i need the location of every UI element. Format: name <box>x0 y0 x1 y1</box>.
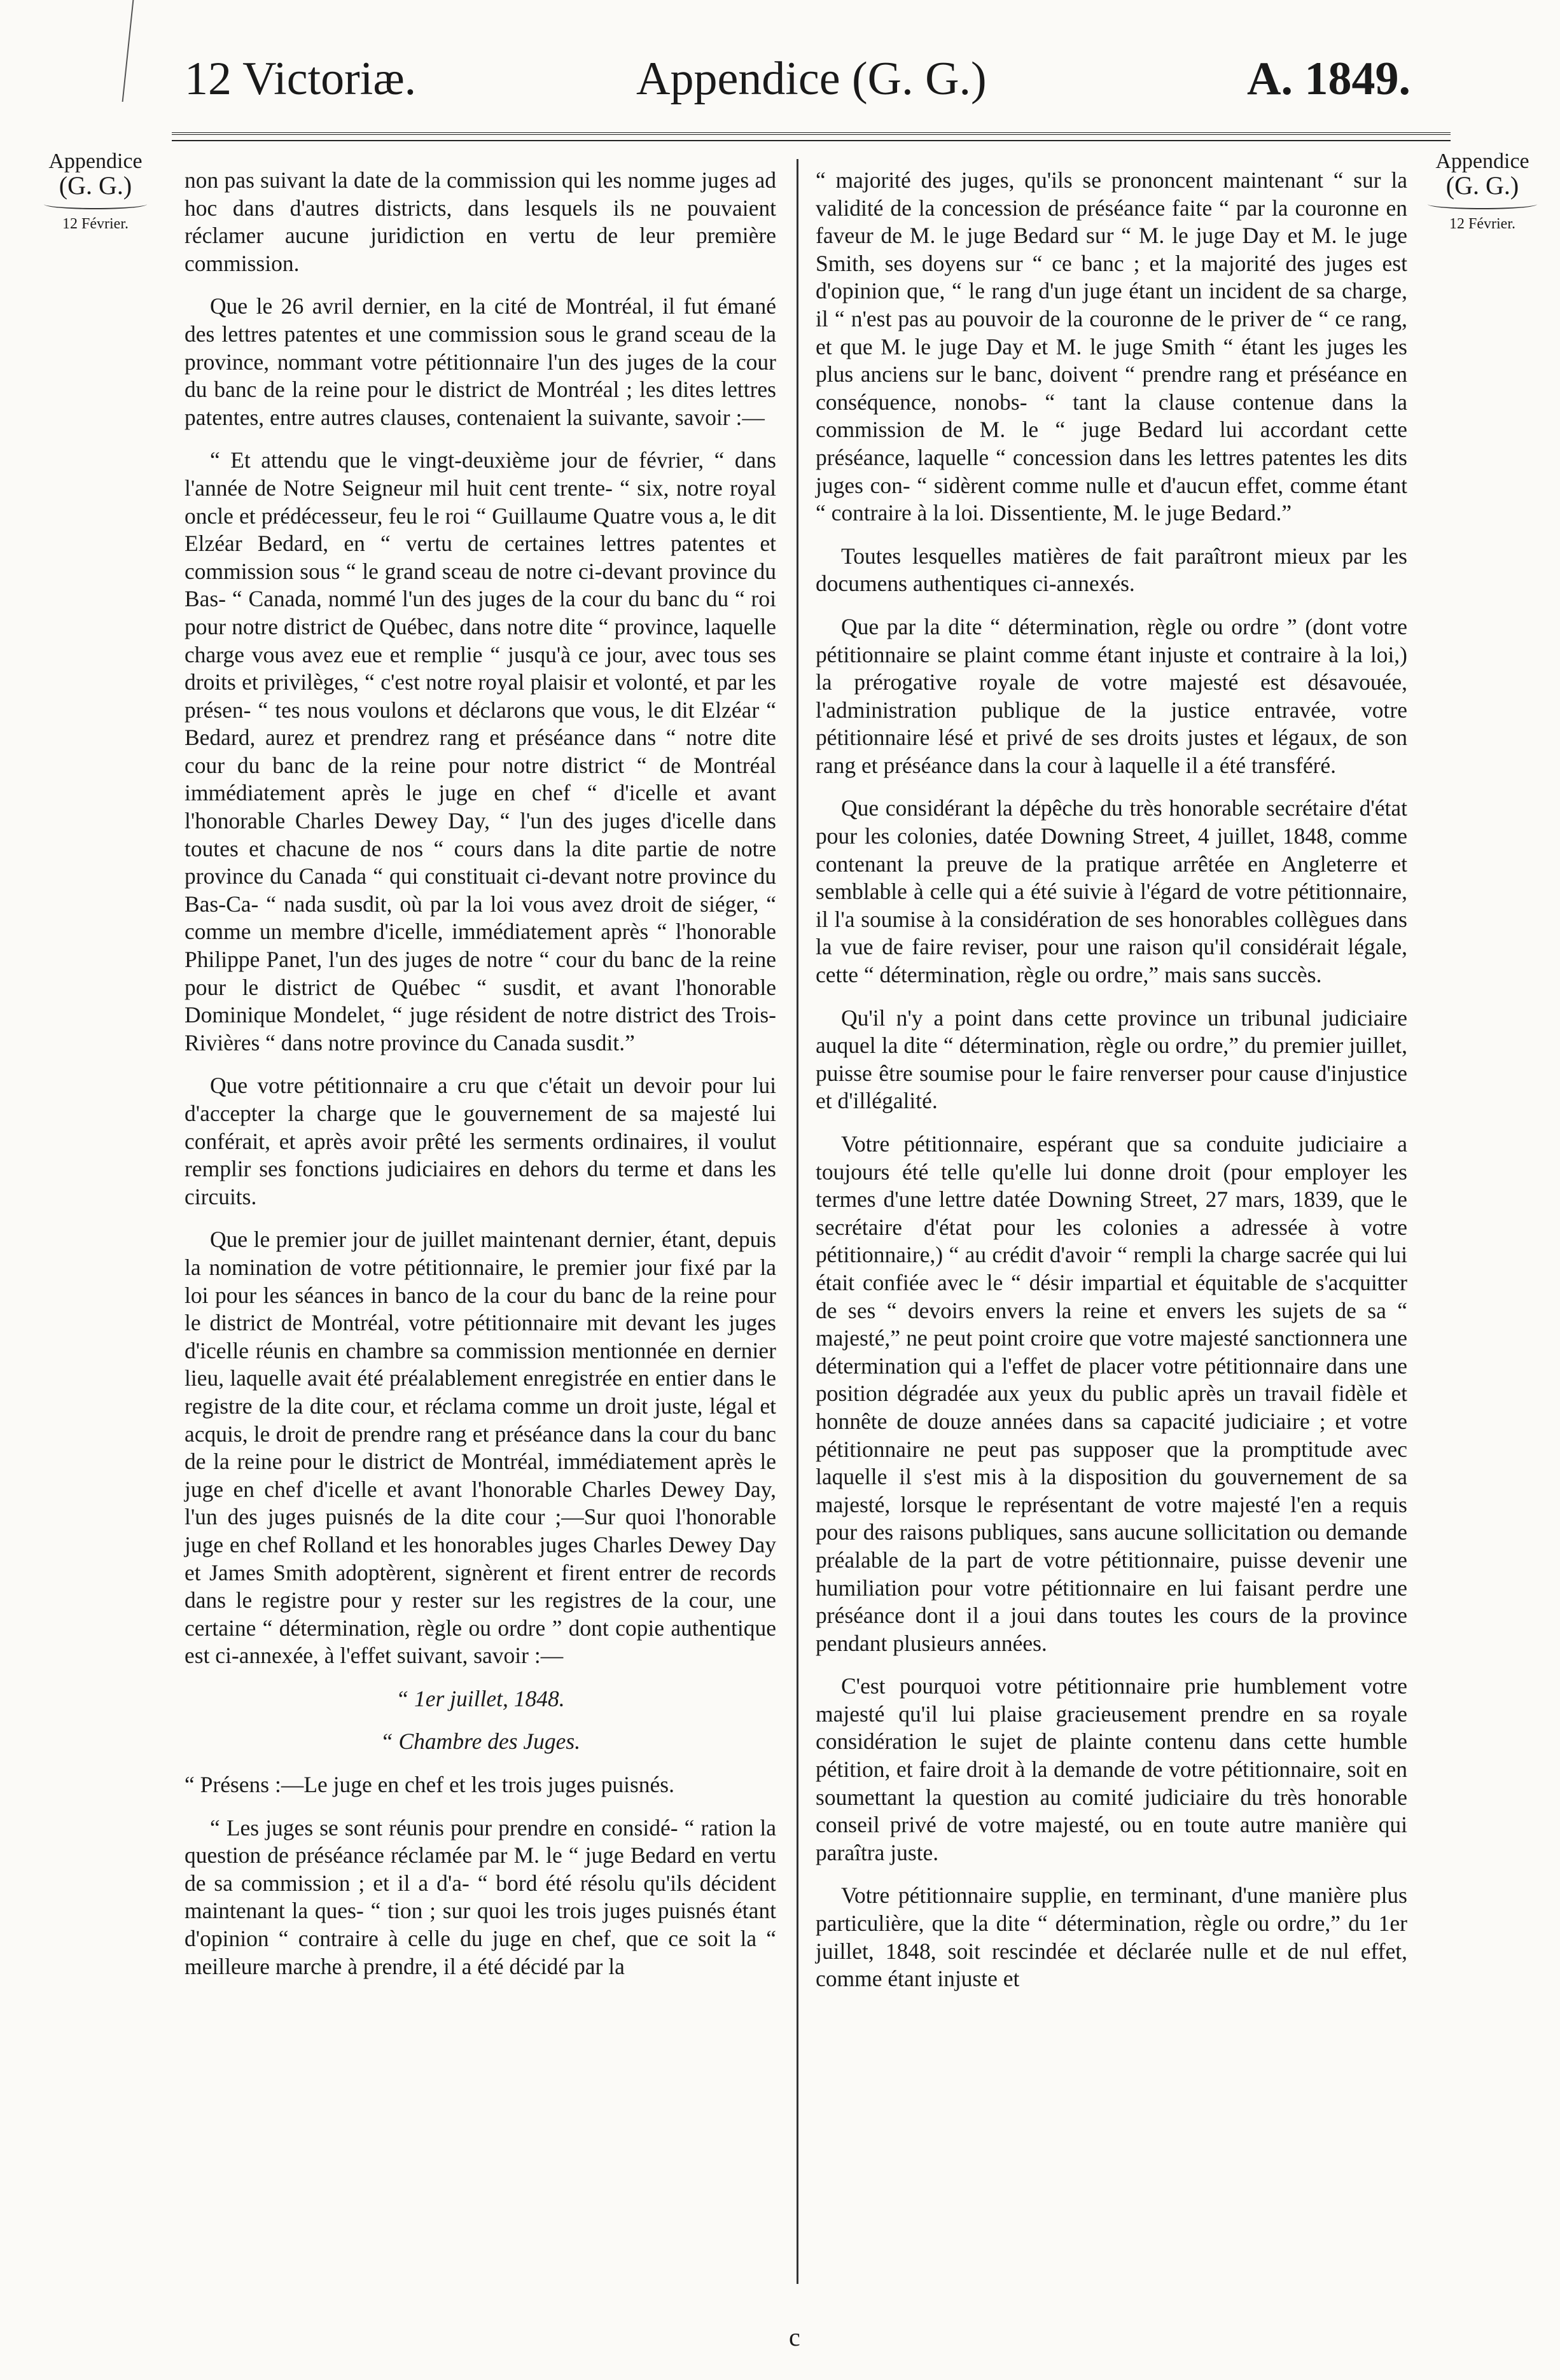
quote-decision: “ Les juges se sont réunis pour prendre en considé- “ ration la question de préséance réclamée par M. le “ juge Bedard en vertu de sa commission ; et il a d'a- “ bord été résolu qu'ils décident maintenant la ques- “ tion ; sur quoi les trois juges puisnés étant d'opinion “ contraire à celle du juge en chef, que ce soit la “ meilleure marche à prendre, il a été décidé par la <box>185 1814 776 1979</box>
header-title: Appendice (G. G.) <box>636 53 987 105</box>
margin-note-left <box>35 150 156 236</box>
paragraph: Votre pétitionnaire, espérant que sa conduite judiciaire a toujours été telle qu'elle lui donne droit (pour employer les termes d'une lettre datée Downing Street, 27 mars, 1839, que le secrétaire d'état pour les colonies a adressée à votre pétitionnaire,) “ au crédit d'avoir “ rempli la charge sacrée qui lui était confiée avec le “ désir impartial et équitable de s'acquitter de ses “ devoirs envers la reine et envers les sujets de sa “ majesté,” ne peut point croire que votre majesté sanctionnera une détermination qui a l'effet de placer votre pétitionnaire dans une position dégradée aux yeux du public après un travail fidèle et honnête de douze années dans sa capacité judiciaire ; et votre pétitionnaire ne peut pas supposer que la promptitude avec laquelle il s'est mis à la disposition du gouvernement de sa majesté, lorsque le représentant de votre majesté l'en a requis pour des raisons publiques, sans aucune sollicitation ou demande préalable de la part de votre pétitionnaire, puisse devenir une humiliation pour votre pétitionnaire en lui faisant perdre une préséance dont il a joui dans toutes les cours de la province pendant plusieurs années. <box>816 1131 1407 1656</box>
margin-note-date: 12 Février. <box>1449 216 1515 232</box>
quote-heading: “ Chambre des Juges. <box>380 1729 581 1755</box>
quote-decision-continued: “ majorité des juges, qu'ils se prononcent maintenant “ sur la validité de la concession de préséance faite “ par la couronne en faveur de M. le juge Bedard sur “ M. le juge Day et M. le juge Smith, ses doyens sur “ ce banc ; et la majorité des juges est d'opinion que, “ le rang d'un juge étant un incident de sa charge, il “ n'est pas au pouvoir de la couronne de le priver de “ ce rang, et que M. le juge Day et M. le juge Smith “ étant les juges les plus anciens sur le banc, doivent “ prendre rang et préséance en conséquence, nonobs- “ tant la clause contenue dans la commission de M. le “ juge Bedard lui accordant cette préséance, laquelle “ concession dans les lettres patentes les dits juges con- “ sidèrent comme nulle et d'aucun effet, comme étant “ contraire à la loi. Dissentiente, M. le juge Bedard.” <box>816 167 1407 526</box>
margin-note-code: (G. G.) <box>59 171 132 200</box>
header-rule-thin <box>172 140 1451 141</box>
margin-note-appendice: Appendice <box>1435 150 1529 173</box>
page-header <box>0 46 1560 116</box>
paragraph: Que le premier jour de juillet maintenant dernier, étant, depuis la nomination de votre pétitionnaire, le premier jour fixé par la loi pour les séances in banco de la cour du banc de la reine pour le district de Montréal, votre pétitionnaire mit devant les juges d'icelle réunis en chambre sa commission mentionnée en dernier lieu, laquelle avait été préalablement enregistrée en entier dans le registre de la dite cour, et réclama comme un droit juste, légal et acquis, le droit de prendre rang et préséance dans la cour du banc de la reine pour le district de Montréal, immédiatement après le juge en chef d'icelle et avant l'honorable Charles Dewey Day, l'un des juges puisnés de la dite cour ;—Sur quoi l'honorable juge en chef Rolland et les honorables juges Charles Dewey Day et James Smith adoptèrent, signèrent et firent entrer de records dans le registre pour y rester sur les registres de la cour, une certaine “ détermination, règle ou ordre ” dont copie authentique est ci-annexée, à l'effet suivant, savoir :— <box>185 1227 776 1669</box>
margin-note-appendice: Appendice <box>48 150 143 173</box>
paragraph: Toutes lesquelles matières de fait paraîtront mieux par les documens authentiques ci-annexés. <box>816 543 1407 597</box>
quote-present: “ Présens :—Le juge en chef et les trois juges puisnés. <box>185 1772 674 1798</box>
paragraph: Votre pétitionnaire supplie, en terminant, d'une manière plus particulière, que la dite “ détermination, règle ou ordre,” du 1er juillet, 1848, soit rescindée et déclarée nulle et de nul effet, comme étant injuste et <box>816 1882 1407 1992</box>
page-signature-mark: c <box>789 2323 800 2351</box>
paragraph: Que considérant la dépêche du très honorable secrétaire d'état pour les colonies, datée Downing Street, 4 juillet, 1848, comme contenant la preuve de la pratique arrêtée en Angleterre et semblable à celle qui a été suivie à l'égard de votre pétitionnaire, il l'a soumise à la considération de ses honorables collègues dans la vue de faire reviser, pour une raison qu'il considérait légale, cette “ détermination, règle ou ordre,” mais sans succès. <box>816 795 1407 988</box>
header-rule <box>172 132 1451 135</box>
paragraph: Que votre pétitionnaire a cru que c'était un devoir pour lui d'accepter la charge que le gouvernement de sa majesté lui conférait, et après avoir prêté les serments ordinaires, il voulut remplir ses fonctions judiciaires en dehors du terme et dans les circuits. <box>185 1073 776 1209</box>
paragraph: Que par la dite “ détermination, règle ou ordre ” (dont votre pétitionnaire se plaint comme étant injuste et contraire à la loi,) la prérogative royale de votre majesté est désavouée, l'administration publique de la justice entravée, votre pétitionnaire lésé et privé de ses droits justes et légaux, de son rang et préséance dans la cour à laquelle il a été transféré. <box>816 613 1407 778</box>
paragraph: Que le 26 avril dernier, en la cité de Montréal, il fut émané des lettres patentes et une commission sous le grand sceau de la province, nommant votre pétitionnaire l'un des juges de la cour du banc de la reine pour le district de Montréal ; les dites lettres patentes, entre autres clauses, contenaient la suivante, savoir :— <box>185 293 776 430</box>
margin-note-code: (G. G.) <box>1445 171 1519 200</box>
quoted-commission: “ Et attendu que le vingt-deuxième jour de février, “ dans l'année de Notre Seigneur mil huit cent trente- “ six, notre royal oncle et prédécesseur, feu le roi “ Guillaume Quatre vous a, le dit Elzéar Bedard, en “ vertu de certaines lettres patentes et commission sous “ le grand sceau de notre ci-devant province du Bas- “ Canada, nommé l'un des juges de la cour du banc du “ roi pour notre district de Québec, dans notre dite “ province, laquelle charge vous avez eue et remplie “ jusqu'à ce jour, avec tous ses droits et privilèges, “ c'est notre royal plaisir et volonté, et par les présen- “ tes nous voulons et déclarons que vous, le dit Elzéar “ Bedard, aurez et prendrez rang et préséance dans “ notre dite cour du banc de la reine pour notre district “ de Montréal immédiatement après le juge en chef “ d'icelle et avant l'honorable Charles Dewey Day, “ l'un des juges d'icelle dans toutes et chacune de nos “ cours dans la dite partie de notre province du Canada “ qui constituait ci-devant notre province du Bas-Ca- “ nada susdit, où par la loi vous avez droit de siéger, “ comme un membre d'icelle, immédiatement après “ l'honorable Philippe Panet, l'un des juges de notre “ cour du banc de la reine pour le district de Québec “ susdit, et avant l'honorable Dominique Mondelet, “ juge résident de notre district des Trois-Rivières “ dans notre province du Canada susdit.” <box>185 447 776 1055</box>
column-divider <box>797 159 798 2284</box>
header-session: 12 Victoriæ. <box>185 53 417 105</box>
brace-icon <box>44 199 147 209</box>
header-year: A. 1849. <box>1247 53 1410 105</box>
margin-note-date: 12 Février. <box>62 216 129 232</box>
paragraph: C'est pourquoi votre pétitionnaire prie humblement votre majesté qu'il lui plaise gracieusement prendre en sa royale considération le sujet de plainte contenu dans cette humble pétition, et faire droit à la demande de votre pétitionnaire, soit en soumettant la question au comité judiciaire du très honorable conseil privé de votre majesté, ou en toute autre manière qui paraîtra juste. <box>816 1673 1407 1865</box>
margin-note-right <box>1419 150 1546 236</box>
paragraph: non pas suivant la date de la commission qui les nomme juges ad hoc dans d'autres districts, dans lesquels ils ne pouvaient réclamer aucune juridiction en vertu de leur première commission. <box>185 167 776 276</box>
left-column <box>185 167 776 1996</box>
quote-date: “ 1er juillet, 1848. <box>396 1685 565 1711</box>
paragraph: Qu'il n'y a point dans cette province un tribunal judiciaire auquel la dite “ détermination, règle ou ordre,” du premier juillet, puisse être soumise pour le faire renverser pour cause d'injustice et d'illégalité. <box>816 1005 1407 1114</box>
right-column <box>816 167 1407 2008</box>
brace-icon <box>1428 199 1537 209</box>
